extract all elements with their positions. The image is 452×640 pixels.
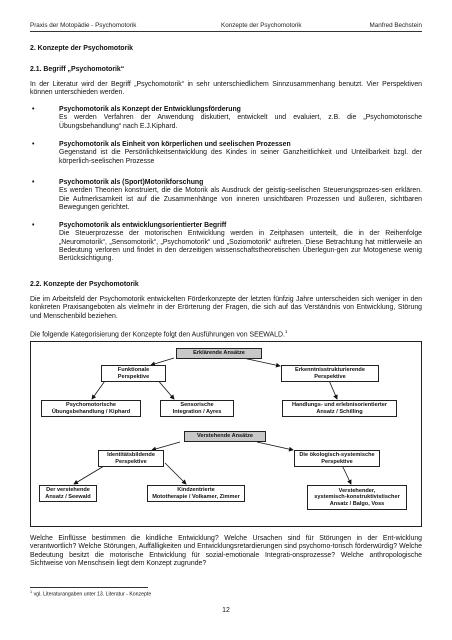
footnote — [30, 590, 151, 598]
box-label: Kindzentrierte — [177, 486, 215, 493]
bullet-title: Psychomotorik als Konzept der Entwicklungsförderung — [59, 106, 241, 113]
box-label: Verstehender, — [338, 487, 376, 494]
box-label: Sensorische — [180, 401, 214, 408]
intro-paragraph: In der Literatur wird der Begriff „Psychomotorik“ in sehr unterschiedlichem Sinnzusammenhang benutzt. Vier Perspektiven können unterschieden werden. — [30, 81, 422, 97]
box-label: Ansatz / Schilling — [316, 408, 363, 415]
box-label: systemisch-konstruktivistischer — [314, 494, 400, 501]
bullet-item — [30, 106, 422, 140]
bullet-text: Gegenstand ist die Persönlichkeitsentwicklung des Kindes in seiner Ganzheitlichkeit und Unteilbarkeit bzgl. der körperlich-seelischen Prozesse — [59, 149, 422, 165]
subsection-title-2-2: 2.2. Konzepte der Psychomotorik — [30, 281, 139, 288]
box-label: Ansatz / Balgo, Voss — [329, 500, 385, 507]
box-label: Integration / Ayres — [172, 408, 222, 415]
box-systemisch-konstruktivistischer-ansatz — [307, 485, 407, 510]
box-identitaetsbildende-perspektive — [98, 450, 164, 467]
box-label: Übungsbehandlung / Kiphard — [51, 408, 131, 415]
box-label: Die ökologisch-systemische — [299, 451, 375, 458]
box-verstehende-ansaetze — [184, 431, 266, 442]
box-label: Perspektive — [321, 458, 353, 465]
bullet-dot: • — [32, 222, 35, 229]
box-psychomotorische-uebungsbehandlung — [41, 400, 141, 417]
bullet-text: Die Steuerprozesse der motorischen Entwicklung werden in Zeitphasen unterteilt, die in der Reihenfolge „Neuromotorik“, „Sensomotorik“, „Psychomotorik“ und „Soziomotorik“ auftreten. Diese Betrachtung hat mittlerweile an Bedeutung verloren und findet in den derzeitigen wissenschaftstheoretischen Überlegun-gen zur Motogenese wenig Berücksichtigung. — [59, 230, 422, 263]
box-label: Mototherapie / Volkamer, Zimmer — [152, 493, 240, 500]
box-handlungs-erlebnisorientierter-ansatz — [282, 400, 397, 417]
footnote-mark: 1 — [30, 590, 33, 594]
header-left: Praxis der Motopädie - Psychomotorik — [30, 22, 137, 29]
concept-diagram — [30, 341, 422, 527]
box-label: Erkenntnisstrukturierende — [295, 366, 365, 373]
bullet-text: Es werden Verfahren der Anwendung diskutiert, entwickelt und evaluiert, z.B. die „Psychomotorische Übungsbehandlung“ nach E.J.Kiphard. — [59, 114, 422, 130]
footnote-rule — [30, 587, 148, 588]
header-right: Manfred Bechstein — [369, 22, 422, 29]
box-verstehender-ansatz-seewald — [39, 485, 97, 502]
box-label: Ansatz / Seewald — [45, 493, 91, 500]
box-label: Der verstehende — [46, 486, 90, 493]
bullet-title: Psychomotorik als Einheit von körperlichen und seelischen Prozessen — [59, 141, 291, 148]
box-label: Identitätsbildende — [107, 451, 155, 458]
box-label: Erklärende Ansätze — [193, 350, 245, 357]
footnote-text: vgl. Literaturangaben unter 13. Literatur - Konzepte — [33, 591, 152, 598]
box-label: Funktionale — [117, 366, 150, 373]
header-center: Konzepte der Psychomotorik — [221, 22, 302, 29]
box-label: Verstehende Ansätze — [196, 433, 254, 440]
page-number: 12 — [222, 607, 230, 614]
box-label: Psychomotorische — [65, 401, 117, 408]
box-label: Perspektive — [314, 373, 346, 380]
box-oekologisch-systemische-perspektive — [294, 450, 380, 467]
box-sensorische-integration — [160, 400, 234, 417]
box-label: Perspektive — [115, 458, 147, 465]
bullet-dot: • — [32, 179, 35, 186]
bullet-title: Psychomotorik als entwicklungsorientierter Begriff — [59, 222, 227, 229]
paragraph-konzepte: Die im Arbeitsfeld der Psychomotorik entwickelten Förderkonzepte der letzten fünfzig Jahre unterscheiden sich weniger in den konkreten Praxisangeboten als vielmehr in der Erörterung der Fragen, die sich auf das Verständnis von Entwicklung, Störung und Menschenbild beziehen. — [30, 296, 422, 320]
box-label: Perspektive — [117, 373, 150, 380]
bullet-title: Psychomotorik als (Sport)Motorikforschung — [59, 179, 204, 186]
footnote-ref: 1 — [284, 329, 288, 334]
box-label: Handlungs- und erlebnisorientierter — [291, 401, 388, 408]
bullet-text: Es werden Theorien konstruiert, die die Motorik als Ausdruck der geistig-seelischen Steuerungsprozes-sen erklären. Die Aufmerksamkeit ist auf die Zusammenhänge von inneren unsichtbaren Prozessen und äußeren, sichtbaren Bewegungen gerichtet. — [59, 187, 422, 211]
bullet-dot: • — [32, 106, 35, 113]
section-title: 2. Konzepte der Psychomotorik — [30, 45, 133, 52]
box-kindzentrierte-mototherapie — [147, 485, 245, 502]
box-erkenntnisstrukturierende-perspektive — [281, 365, 379, 382]
bullet-item — [30, 141, 422, 175]
closing-paragraph: Welche Einflüsse bestimmen die kindliche Entwicklung? Welche Ursachen sind für Störungen in der Ent-wicklung verantwortlich? Welche Störungen, Auffälligkeiten und Entwicklungsretardierungen sind psychomo-torisch förderwürdig? Welche Bedeutung besitzt die motorische Entwicklung für sozial-emotionale Integrati-onsprozesse? Welche anthropologische Sichtweise von Menschsein liegt dem Konzept zugrunde? — [30, 535, 422, 567]
header-rule — [30, 31, 422, 32]
bullet-dot: • — [32, 141, 35, 148]
paragraph-kategorisierung-text: Die folgende Kategorisierung der Konzepte folgt den Ausführungen von SEEWALD. — [30, 331, 285, 339]
subsection-title-2-1: 2.1. Begriff „Psychomotorik“ — [30, 66, 125, 73]
bullet-item — [30, 179, 422, 213]
box-funktionale-perspektive — [101, 365, 166, 382]
paragraph-kategorisierung — [30, 328, 422, 340]
bullet-item — [30, 222, 422, 266]
box-erklaerende-ansaetze — [176, 348, 262, 359]
